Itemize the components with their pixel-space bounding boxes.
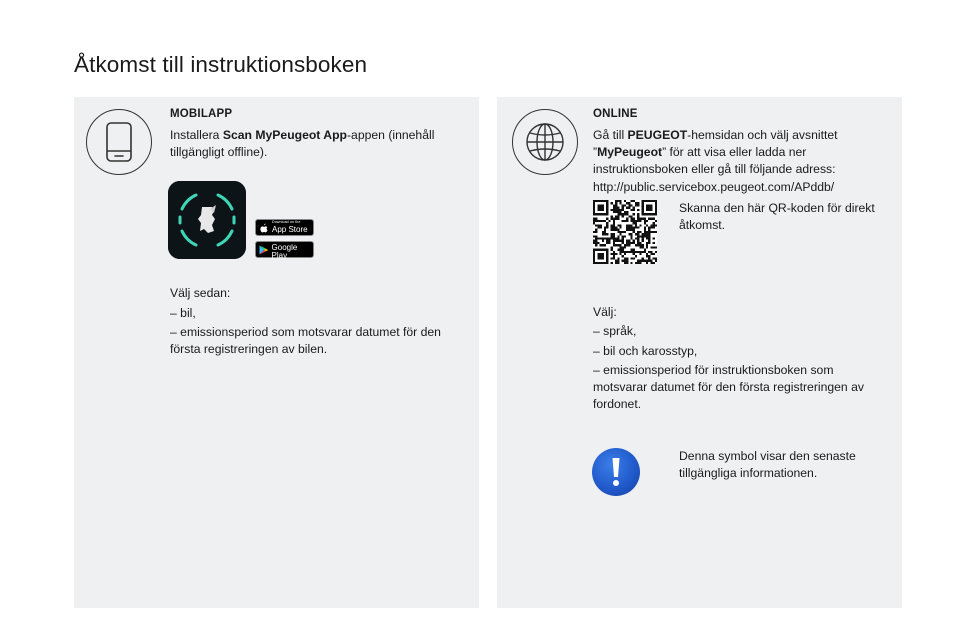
mobile-app-panel [74,97,479,608]
mobile-select-item: – emissionsperiod som motsvarar datumet för den första registreringen av bilen. [170,325,441,356]
info-text: Denna symbol visar den senaste tillgängliga informationen. [679,449,856,480]
peugeot-app-icon[interactable] [168,181,246,259]
apple-icon [259,222,269,234]
mobile-select-intro: Välj sedan: [170,286,231,300]
online-goto-text: Gå till PEUGEOT-hemsidan och välj avsnittet ”MyPeugeot” för att visa eller ladda ner instruktionsboken eller gå till följande adress: [593,128,838,176]
google-play-badge[interactable]: GET IT ON Google Play [255,241,314,258]
smartphone-icon [86,109,152,175]
online-heading: ONLINE [593,108,638,120]
app-name: Scan MyPeugeot App [222,128,347,142]
mobile-install-text: Installera Scan MyPeugeot App-appen (innehåll tillgängligt offline). [170,128,435,159]
online-select-item: – bil och karosstyp, [593,344,698,358]
online-select-item: – emissionsperiod för instruktionsboken som motsvarar datumet för den första registreringen av fordonet. [593,363,864,411]
online-select-item: – språk, [593,324,637,338]
mobile-heading: MOBILAPP [170,108,233,120]
online-url-link[interactable]: http://public.servicebox.peugeot.com/APddb/ [593,180,835,194]
app-store-badge[interactable]: Download on the App Store [255,219,314,236]
page-title: Åtkomst till instruktionsboken [74,52,368,77]
google-play-icon [259,244,269,256]
online-select-intro: Välj: [593,305,617,319]
globe-icon [512,109,578,175]
exclamation-icon [592,448,640,496]
qr-modules [593,200,657,264]
online-panel [497,97,902,608]
qr-code [593,200,657,264]
mobile-select-item: – bil, [170,306,196,320]
qr-caption: Skanna den här QR-koden för direkt åtkomst. [679,201,875,232]
